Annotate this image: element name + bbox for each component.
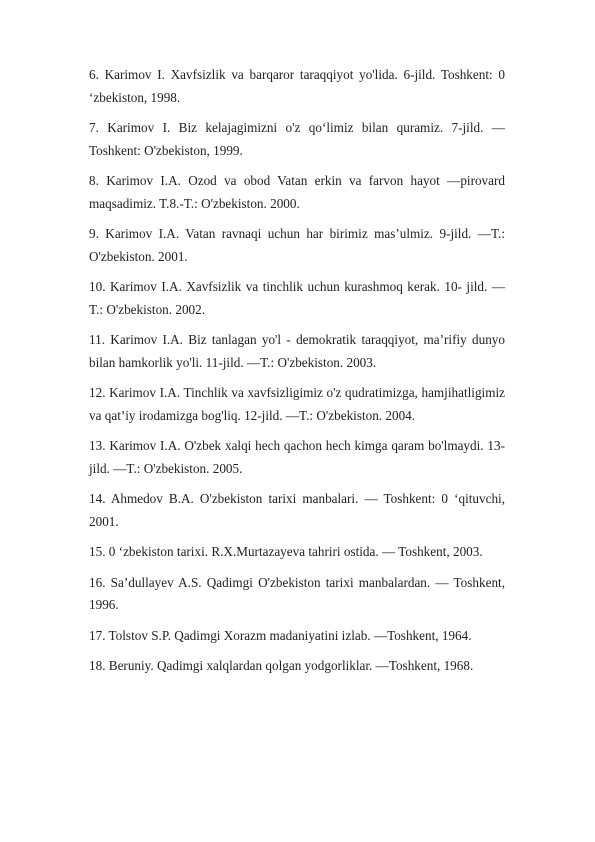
reference-item: 10. Karimov I.A. Xavfsizlik va tinchlik uchun kurashmoq kerak. 10- jild. —T.: O'zbekiston. 2002. [89, 279, 505, 317]
reference-item: 18. Beruniy. Qadimgi xalqlardan qolgan yodgorliklar. —Toshkent, 1968. [89, 658, 474, 673]
reference-item: 11. Karimov I.A. Biz tanlagan yo'l - demokratik taraqqiyot, ma’rifiy dunyo bilan hamkorlik yo'li. 11-jild. —T.: O'zbekiston. 2003. [89, 332, 505, 370]
reference-item: 13. Karimov I.A. O'zbek xalqi hech qachon hech kimga qaram bo'lmaydi. 13-jild. —T.: O'zbekiston. 2005. [89, 438, 505, 476]
reference-item: 14. Ahmedov B.A. O'zbekiston tarixi manbalari. — Toshkent: 0 ‘qituvchi, 2001. [89, 491, 505, 529]
reference-item: 6. Karimov I. Xavfsizlik va barqaror taraqqiyot yo'lida. 6-jild. Toshkent: 0 ‘zbekiston, 1998. [89, 67, 505, 105]
reference-item: 7. Karimov I. Biz kelajagimizni o'z qo‘limiz bilan quramiz. 7-jild. — Toshkent: O'zbekiston, 1999. [89, 120, 505, 158]
reference-item: 9. Karimov I.A. Vatan ravnaqi uchun har birimiz mas’ulmiz. 9-jild. —T.: O'zbekiston. 2001. [89, 226, 505, 264]
reference-item: 15. 0 ‘zbekiston tarixi. R.X.Murtazayeva tahriri ostida. — Toshkent, 2003. [89, 544, 483, 559]
reference-item: 17. Tolstov S.P. Qadimgi Xorazm madaniyatini izlab. —Toshkent, 1964. [89, 627, 472, 643]
reference-item: 8. Karimov I.A. Ozod va obod Vatan erkin va farvon hayot —pirovard maqsadimiz. T.8.-T.: O'zbekiston. 2000. [89, 173, 505, 211]
reference-item: 12. Karimov I.A. Tinchlik va xavfsizligimiz o'z qudratimizga, hamjihatligimiz va qat’iy irodamizga bog'liq. 12-jild. —T.: O'zbekiston. 2004. [89, 385, 505, 423]
reference-item: 16. Sa’dullayev A.S. Qadimgi O'zbekiston tarixi manbalardan. — Toshkent, 1996. [89, 574, 505, 612]
reference-list [89, 64, 505, 686]
